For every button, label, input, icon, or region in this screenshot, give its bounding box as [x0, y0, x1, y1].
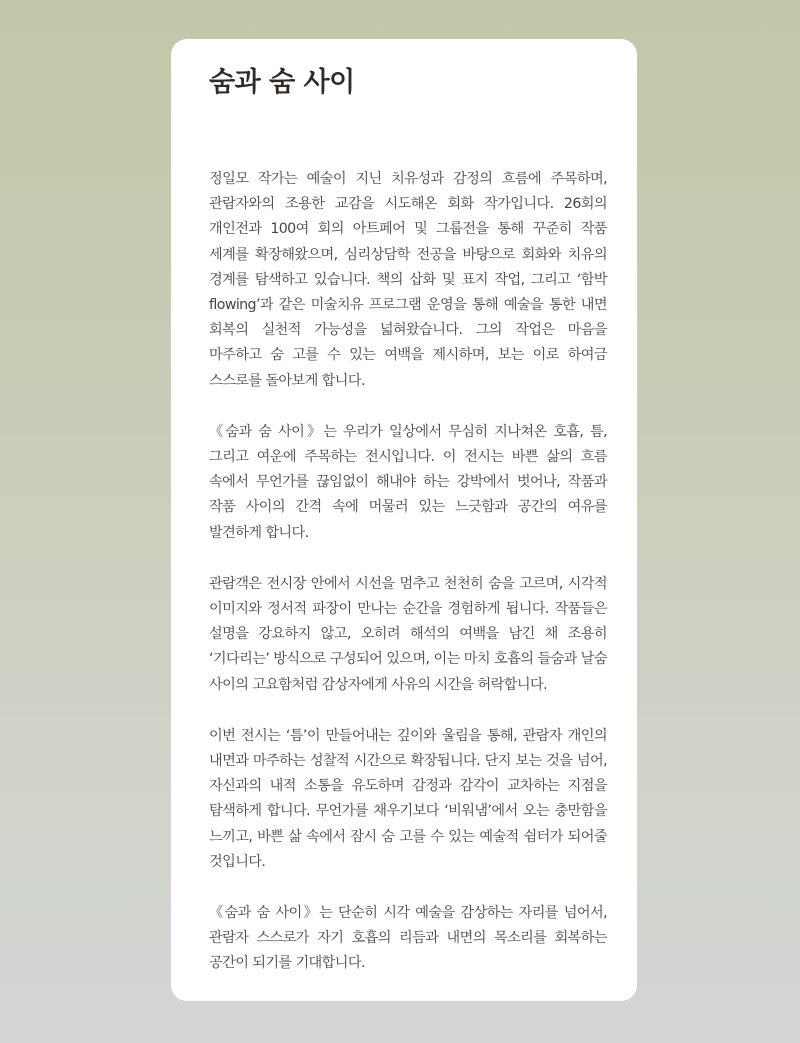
article-paragraph-artist-intro: 정일모 작가는 예술이 지닌 치유성과 감정의 흐름에 주목하며, 관람자와의 조용한 교감을 시도해온 회화 작가입니다. 26회의 개인전과 100여 회의 아트페어 및 그룹전을 통해 꾸준히 작품 세계를 확장해왔으며, 심리상담학 전공을 바탕으로 회화와 치유의 경계를 탐색하고 있습니다. 책의 삽화 및 표지 작업, 그리고 ‘함박 flowing’과 같은 미술치유 프로그램 운영을 통해 예술을 통한 내면 회복의 실천적 가능성을 넓혀왔습니다. 그의 작업은 마음을 마주하고 숨 고를 수 있는 여백을 제시하며, 보는 이로 하여금 스스로를 돌아보게 합니다.	[209, 171, 607, 389]
article-paragraph-reflection: 이번 전시는 ‘틈’이 만들어내는 깊이와 울림을 통해, 관람자 개인의 내면과 마주하는 성찰적 시간으로 확장됩니다. 단지 보는 것을 넘어, 자신과의 내적 소통을 유도하며 감정과 감각이 교차하는 지점을 탐색하게 합니다. 무언가를 채우기보다 ‘비워냄’에서 오는 충만함을 느끼고, 바쁜 삶 속에서 잠시 숨 고를 수 있는 예술적 쉼터가 되어줄 것입니다.	[209, 727, 607, 870]
article-title: 숨과 숨 사이	[209, 67, 355, 98]
article-paragraph-closing: 《숨과 숨 사이》는 단순히 시각 예술을 감상하는 자리를 넘어서, 관람자 스스로가 자기 호흡의 리듬과 내면의 목소리를 회복하는 공간이 되기를 기대합니다.	[209, 905, 607, 972]
article-card	[171, 39, 637, 1001]
article-body	[209, 167, 607, 977]
article-paragraph-viewer-experience: 관람객은 전시장 안에서 시선을 멈추고 천천히 숨을 고르며, 시각적 이미지와 정서적 파장이 만나는 순간을 경험하게 됩니다. 작품들은 설명을 강요하지 않고, 오히려 해석의 여백을 남긴 채 조용히 ‘기다리는’ 방식으로 구성되어 있으며, 이는 마치 호흡의 들숨과 날숨 사이의 고요함처럼 감상자에게 사유의 시간을 허락합니다.	[209, 575, 607, 693]
article-paragraph-exhibition-intro: 《숨과 숨 사이》는 우리가 일상에서 무심히 지나쳐온 호흡, 틈, 그리고 여운에 주목하는 전시입니다. 이 전시는 바쁜 삶의 흐름 속에서 무언가를 끊임없이 해내야 하는 강박에서 벗어나, 작품과 작품 사이의 간격 속에 머물러 있는 느긋함과 공간의 여유를 발견하게 합니다.	[209, 423, 607, 541]
